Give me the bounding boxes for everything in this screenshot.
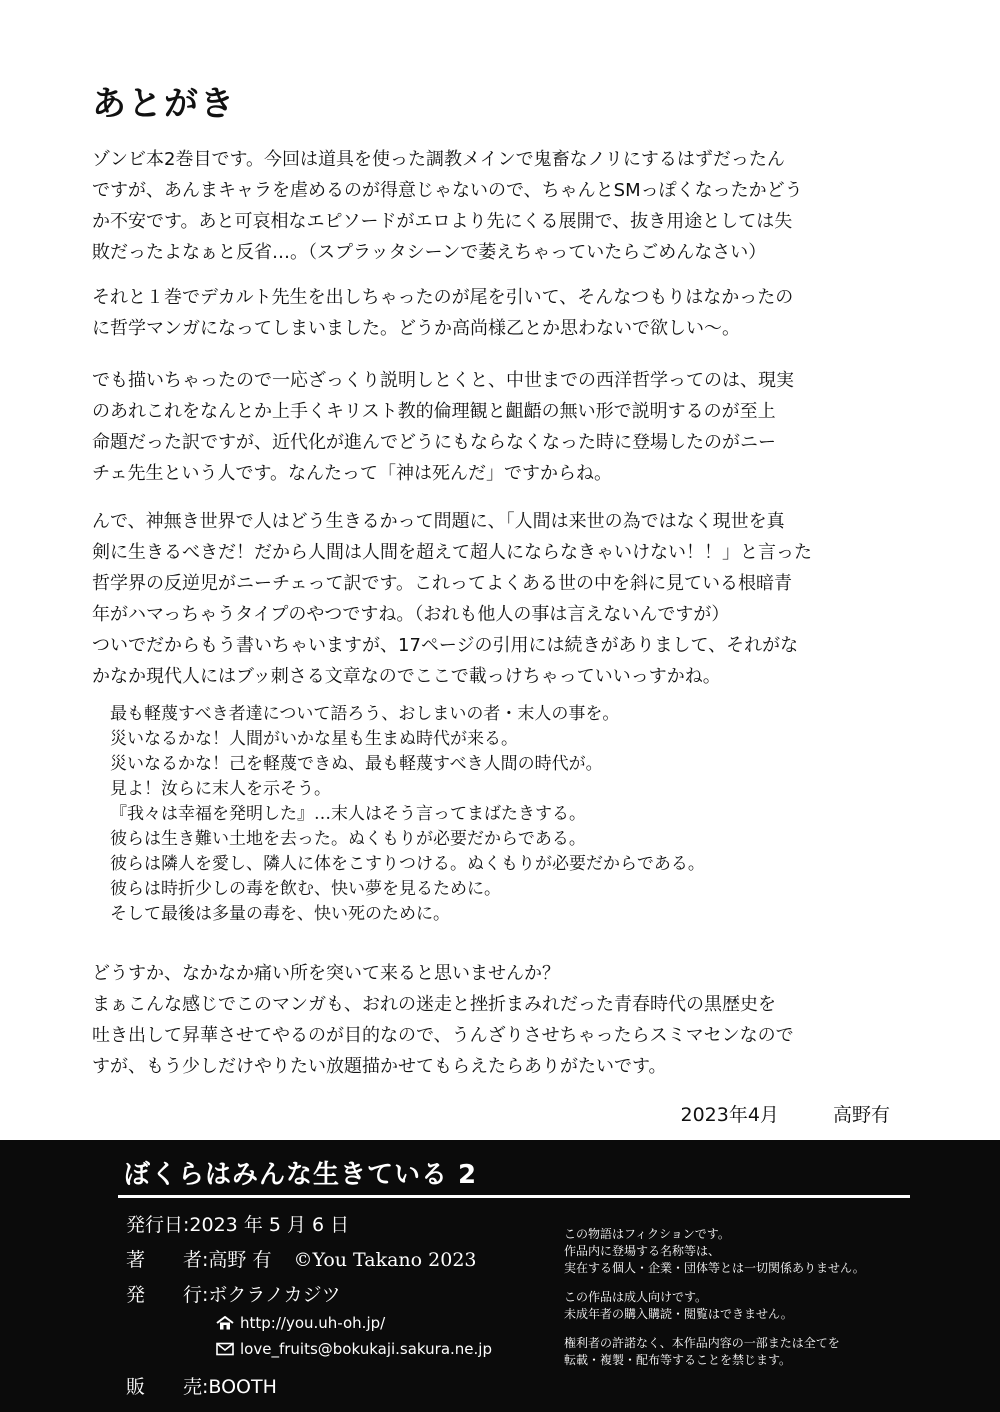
- text-line: んで、神無き世界で人はどう生きるかって問題に、「人間は来世の為ではなく現世を真: [92, 511, 785, 532]
- afterword-heading: あとがき: [92, 84, 236, 124]
- afterword-paragraph-4: [92, 506, 922, 692]
- text-line: まぁこんな感じでこのマンガも、おれの迷走と挫折まみれだった青春時代の黒歴史を: [92, 994, 776, 1015]
- text-line: 敗だったよなぁと反省…。（スプラッタシーンで萎えちゃっていたらごめんなさい）: [92, 242, 767, 263]
- text-line: 命題だった訳ですが、近代化が進んでどうにもならなくなった時に登場したのがニー: [92, 432, 776, 453]
- seller-row: [126, 1372, 277, 1399]
- adult-notice: [564, 1289, 894, 1323]
- email-row: [216, 1340, 492, 1358]
- notice-line: この作品は成人向けです。: [564, 1290, 708, 1304]
- text-line: どうすか、なかなか痛い所を突いて来ると思いませんか？: [92, 963, 560, 984]
- author-separator: :: [202, 1249, 209, 1271]
- notice-line: この物語はフィクションです。: [564, 1227, 730, 1241]
- email-link[interactable]: love_fruits@bokukaji.sakura.ne.jp: [240, 1340, 492, 1358]
- copyright: ©You Takano 2023: [293, 1249, 477, 1271]
- quote-line: そして最後は多量の毒を、快い死のために。: [110, 904, 450, 924]
- afterword-paragraph-5: [92, 958, 922, 1082]
- quote-line: 見よ！汝らに末人を示そう。: [110, 779, 331, 799]
- home-icon: [216, 1316, 234, 1330]
- publisher-row: [126, 1280, 341, 1307]
- author-row: [126, 1245, 477, 1272]
- text-line: か不安です。あと可哀相なエピソードがエロより先にくる展開で、抜き用途としては失: [92, 211, 793, 232]
- seller-label: 販売: [126, 1376, 202, 1398]
- copyright-notice: [564, 1335, 894, 1369]
- text-line: ゾンビ本2巻目です。今回は道具を使った調教メインで鬼畜なノリにするはずだったん: [92, 149, 785, 170]
- publisher-separator: :: [202, 1284, 209, 1306]
- issue-date-label: 発行日: [126, 1214, 184, 1236]
- notice-line: 未成年者の購入購読・閲覧はできません。: [564, 1307, 793, 1321]
- afterword-paragraph-3: [92, 365, 922, 489]
- notice-line: 実在する個人・企業・団体等とは一切関係ありません。: [564, 1261, 865, 1275]
- notice-line: 権利者の許諾なく、本作品内容の一部または全てを: [564, 1336, 840, 1350]
- text-line: 剣に生きるべきだ！だから人間は人間を超えて超人にならなきゃいけない！！」と言った: [92, 542, 812, 563]
- book-title: ぼくらはみんな生きている 2: [124, 1160, 478, 1190]
- text-line: すが、もう少しだけやりたい放題描かせてもらえたらありがたいです。: [92, 1056, 667, 1077]
- notice-line: 作品内に登場する名称等は、: [564, 1244, 721, 1258]
- signature-author: 高野有: [832, 1104, 890, 1126]
- text-line: かなか現代人にはブッ刺さる文章なのでここで載っけちゃっていいっすかね。: [92, 666, 721, 687]
- text-line: のあれこれをなんとか上手くキリスト教的倫理観と齟齬の無い形で説明するのが至上: [92, 401, 776, 422]
- nietzsche-quote: [110, 702, 910, 927]
- signature-date: 2023年4月: [680, 1104, 779, 1126]
- colophon: [0, 1140, 1000, 1412]
- text-line: に哲学マンガになってしまいました。どうか高尚様乙とか思わないで欲しい～。: [92, 318, 740, 339]
- text-line: 吐き出して昇華させてやるのが目的なので、うんざりさせちゃったらスミマセンなので: [92, 1025, 794, 1046]
- issue-date-separator: :: [183, 1214, 190, 1236]
- quote-line: 彼らは隣人を愛し、隣人に体をこすりつける。ぬくもりが必要だからである。: [110, 854, 705, 874]
- publisher-label: 発行: [126, 1284, 202, 1306]
- issue-date-value: 2023 年 5 月 6 日: [189, 1214, 350, 1236]
- text-line: 年がハマっちゃうタイプのやつですね。（おれも他人の事は言えないんですが）: [92, 604, 730, 625]
- text-line: 哲学界の反逆児がニーチェって訳です。これってよくある世の中を斜に見ている根暗青: [92, 573, 793, 594]
- notice-line: 転載・複製・配布等することを禁じます。: [564, 1353, 792, 1367]
- quote-line: 災いなるかな！己を軽蔑できぬ、最も軽蔑すべき人間の時代が。: [110, 754, 603, 774]
- author-label: 著者: [126, 1249, 202, 1271]
- text-line: ついでだからもう書いちゃいますが、17ページの引用には続きがありまして、それがな: [92, 635, 799, 656]
- publisher-value: ボクラノカジツ: [208, 1284, 341, 1306]
- issue-date-row: [126, 1210, 349, 1237]
- title-divider: [118, 1195, 910, 1198]
- website-link[interactable]: http://you.uh-oh.jp/: [240, 1314, 386, 1332]
- legal-notices: [564, 1226, 894, 1381]
- quote-line: 災いなるかな！人間がいかな星も生まぬ時代が来る。: [110, 729, 518, 749]
- text-line: それと１巻でデカルト先生を出しちゃったのが尾を引いて、そんなつもりはなかったの: [92, 287, 794, 308]
- seller-separator: :: [202, 1376, 209, 1398]
- text-line: チェ先生という人です。なんたって「神は死んだ」ですからね。: [92, 463, 613, 484]
- afterword-paragraph-1: [92, 144, 922, 268]
- quote-line: 彼らは生き難い土地を去った。ぬくもりが必要だからである。: [110, 829, 586, 849]
- text-line: でも描いちゃったので一応ざっくり説明しとくと、中世までの西洋哲学ってのは、現実: [92, 370, 794, 391]
- signature: [680, 1100, 890, 1127]
- mail-icon: [216, 1342, 234, 1356]
- text-line: ですが、あんまキャラを虐めるのが得意じゃないので、ちゃんとSMっぽくなったかどう: [92, 180, 803, 201]
- quote-line: 最も軽蔑すべき者達について語ろう、おしまいの者・末人の事を。: [110, 704, 620, 724]
- website-row: [216, 1314, 385, 1332]
- author-value: 高野 有: [208, 1249, 272, 1271]
- fiction-notice: [564, 1226, 894, 1277]
- afterword-paragraph-2: [92, 282, 922, 344]
- quote-line: 『我々は幸福を発明した』…末人はそう言ってまばたきする。: [110, 804, 586, 824]
- seller-value: BOOTH: [208, 1376, 277, 1398]
- quote-line: 彼らは時折少しの毒を飲む、快い夢を見るために。: [110, 879, 501, 899]
